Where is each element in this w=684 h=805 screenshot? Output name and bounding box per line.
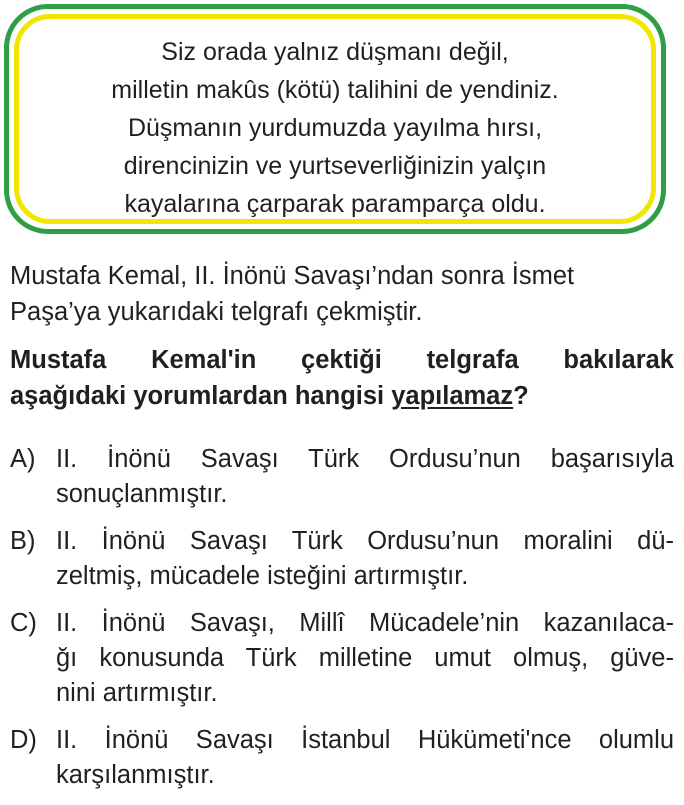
telegram-quote xyxy=(9,33,661,223)
option-line: II. İnönü Savaşı Türk Ordusu’nun moralini dü- xyxy=(56,527,674,555)
option-letter: D) xyxy=(10,726,37,754)
option-line: sonuçlanmıştır. xyxy=(56,480,228,508)
quote-box xyxy=(4,4,666,234)
negation-keyword: yapılamaz xyxy=(391,382,514,410)
quote-line: Siz orada yalnız düşmanı değil, xyxy=(161,38,509,66)
option-line: zeltmiş, mücadele isteğini artırmıştır. xyxy=(56,562,469,590)
stem-line: Mustafa Kemal, II. İnönü Savaşı’ndan sonra İsmet xyxy=(10,262,575,290)
question-line: Mustafa Kemal'in çektiği telgrafa bakılarak xyxy=(10,346,674,374)
answer-options xyxy=(10,442,674,805)
option-c[interactable] xyxy=(10,606,674,711)
option-d[interactable] xyxy=(10,723,674,793)
question-stem xyxy=(10,258,674,330)
option-a[interactable] xyxy=(10,442,674,512)
option-line: nini artırmıştır. xyxy=(56,679,218,707)
option-letter: B) xyxy=(10,527,36,555)
option-line: II. İnönü Savaşı Türk Ordusu’nun başarısıyla xyxy=(56,445,674,473)
option-line: ğı konusunda Türk milletine umut olmuş, güve- xyxy=(56,644,674,672)
question-mark: ? xyxy=(513,382,529,410)
option-letter: C) xyxy=(10,609,37,637)
quote-line: Düşmanın yurdumuzda yayılma hırsı, xyxy=(127,114,543,142)
option-letter: A) xyxy=(10,445,36,473)
option-line: II. İnönü Savaşı İstanbul Hükümeti'nce olumlu xyxy=(56,726,674,754)
option-text xyxy=(56,723,674,793)
question-prefix: aşağıdaki yorumlardan hangisi xyxy=(10,382,392,410)
option-line: karşılanmıştır. xyxy=(56,761,215,789)
quote-line: kayalarına çarparak paramparça oldu. xyxy=(124,190,546,218)
question-line xyxy=(10,378,674,414)
stem-line: Paşa’ya yukarıdaki telgrafı çekmiştir. xyxy=(10,298,423,326)
quote-line: milletin makûs (kötü) talihini de yendiniz. xyxy=(111,76,559,104)
option-text xyxy=(56,524,674,594)
option-b[interactable] xyxy=(10,524,674,594)
quote-line: direncinizin ve yurtseverliğinizin yalçın xyxy=(123,152,547,180)
option-text xyxy=(56,606,674,711)
option-line: II. İnönü Savaşı, Millî Mücadele’nin kazanılaca- xyxy=(56,609,674,637)
question-prompt xyxy=(10,342,674,414)
option-text xyxy=(56,442,674,512)
